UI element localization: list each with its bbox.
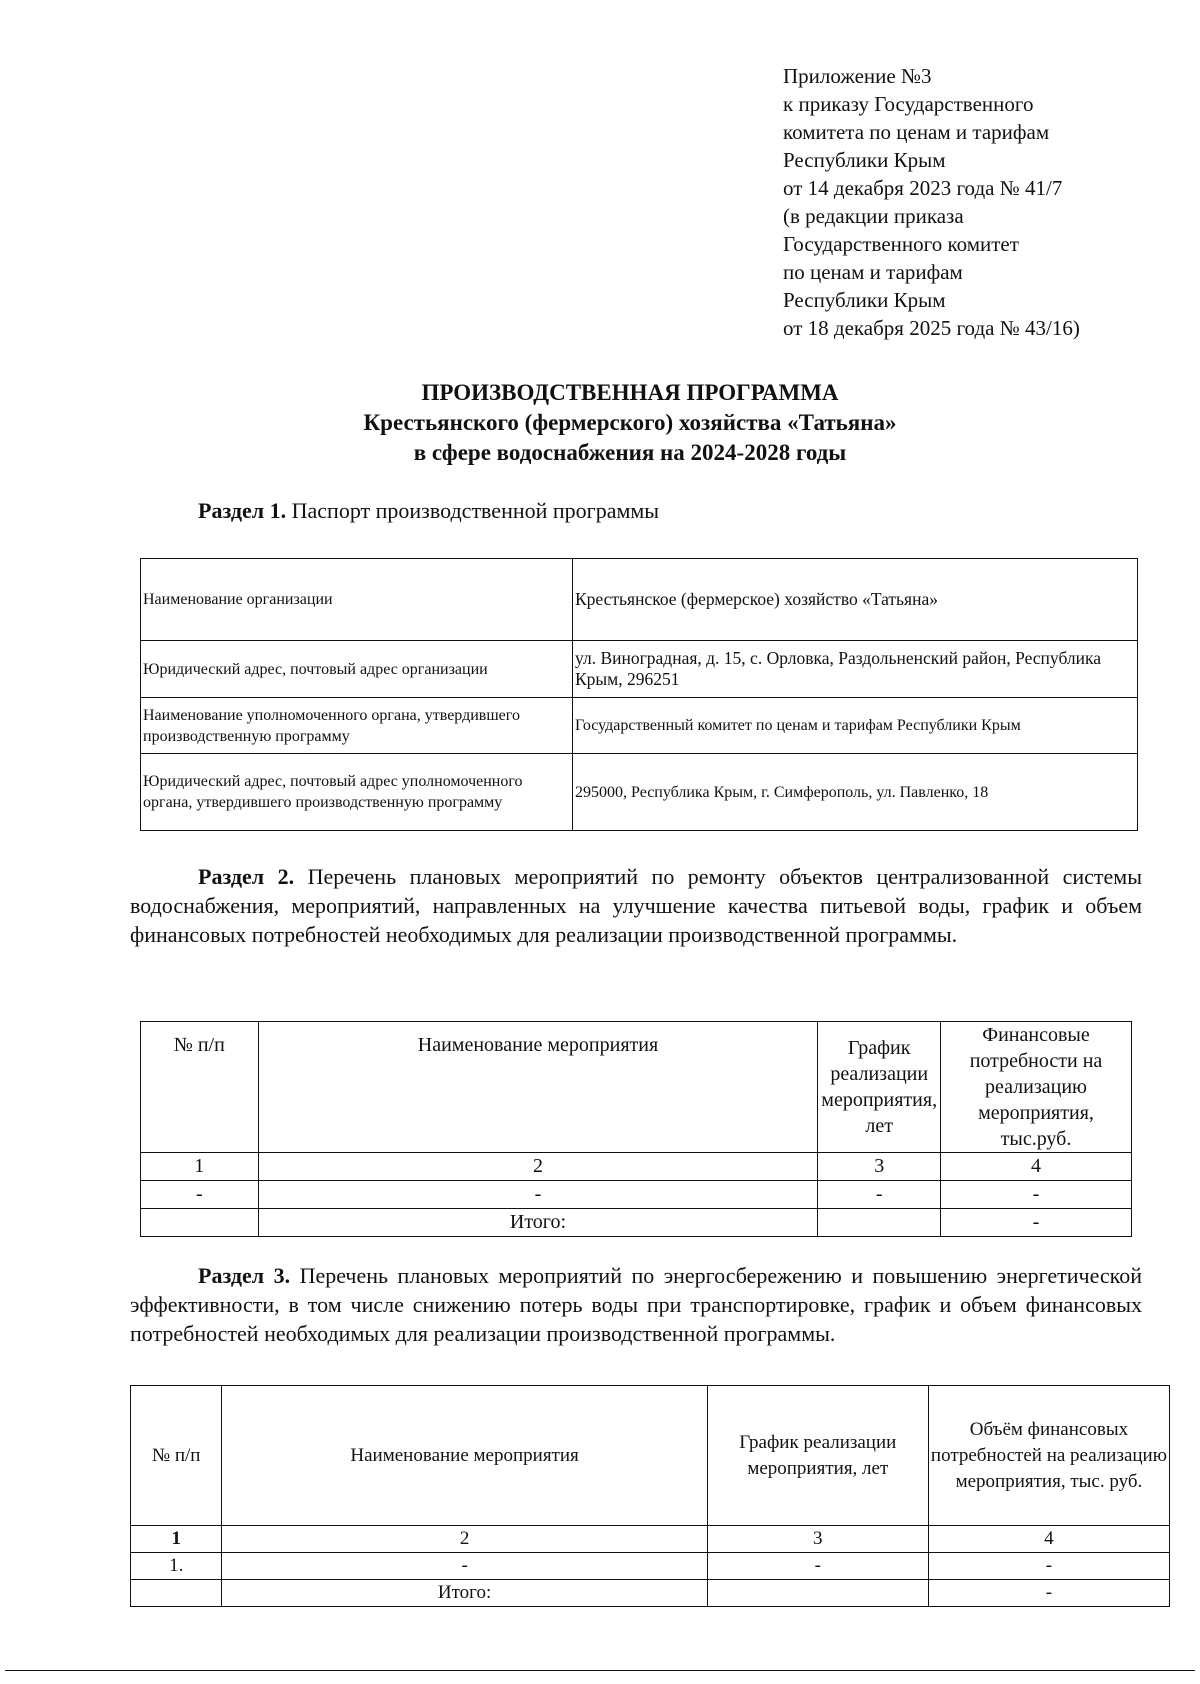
section3-label: Раздел 3. <box>198 1263 291 1288</box>
column-number-row <box>131 1526 1170 1553</box>
table-cell <box>131 1580 222 1607</box>
table-cell: - <box>222 1553 707 1580</box>
passport-key: Юридический адрес, почтовый адрес организации <box>141 641 573 698</box>
section3-paragraph <box>130 1261 1142 1348</box>
appendix-line: Приложение №3 <box>783 64 932 88</box>
table-cell: - <box>941 1181 1132 1209</box>
section1-label: Раздел 1. <box>198 498 287 523</box>
appendix-line: комитета по ценам и тарифам <box>783 120 1050 144</box>
column-number: 4 <box>941 1153 1132 1181</box>
section2-paragraph <box>130 862 1142 949</box>
table-row <box>131 1553 1170 1580</box>
appendix-line: Республики Крым <box>783 288 946 312</box>
passport-row <box>141 559 1138 641</box>
header-name: Наименование мероприятия <box>222 1386 707 1526</box>
title-line-1: ПРОИЗВОДСТВЕННАЯ ПРОГРАММА <box>421 380 839 405</box>
total-row <box>141 1209 1132 1237</box>
passport-row <box>141 754 1138 831</box>
passport-table <box>140 558 1138 831</box>
header-schedule: График реализации мероприятия, лет <box>818 1022 941 1153</box>
passport-key: Наименование уполномоченного органа, утвердившего производственную программу <box>141 698 573 754</box>
section1-text: Паспорт производственной программы <box>286 498 660 523</box>
total-value: - <box>941 1209 1132 1237</box>
column-number: 2 <box>258 1153 818 1181</box>
total-label: Итого: <box>258 1209 818 1237</box>
header-number: № п/п <box>141 1022 259 1153</box>
appendix-line: к приказу Государственного <box>783 92 1034 116</box>
column-number-row <box>141 1153 1132 1181</box>
header-number: № п/п <box>131 1386 222 1526</box>
table-cell: - <box>928 1553 1169 1580</box>
section2-label: Раздел 2. <box>198 864 295 889</box>
column-number: 2 <box>222 1526 707 1553</box>
section3-table <box>130 1385 1170 1607</box>
passport-row <box>141 698 1138 754</box>
passport-value: Государственный комитет по ценам и тарифам Республики Крым <box>573 698 1138 754</box>
table-cell <box>818 1209 941 1237</box>
section1-heading <box>198 498 659 524</box>
total-row <box>131 1580 1170 1607</box>
section3-text: Перечень плановых мероприятий по энергосбережению и повышению энергетической эффективности, в том числе снижению потерь воды при транспортировке, график и объем финансовых потребностей необходимых для реализации производственной программы. <box>130 1263 1142 1346</box>
table-cell: - <box>141 1181 259 1209</box>
document-title <box>130 378 1130 468</box>
passport-value: Крестьянское (фермерское) хозяйство «Татьяна» <box>573 559 1138 641</box>
appendix-line: по ценам и тарифам <box>783 260 963 284</box>
section2-text: Перечень плановых мероприятий по ремонту объектов централизованной системы водоснабжения, мероприятий, направленных на улучшение качества питьевой воды, график и объем финансовых потребностей необходимых для реализации производственной программы. <box>130 864 1142 947</box>
column-number: 1 <box>141 1153 259 1181</box>
table-cell <box>141 1209 259 1237</box>
table-cell: - <box>818 1181 941 1209</box>
title-line-3: в сфере водоснабжения на 2024-2028 годы <box>413 440 847 465</box>
table-row <box>141 1181 1132 1209</box>
total-value: - <box>928 1580 1169 1607</box>
header-name: Наименование мероприятия <box>258 1022 818 1153</box>
header-finance: Финансовые потребности на реализацию мероприятия, тыс.руб. <box>941 1022 1132 1153</box>
passport-key: Юридический адрес, почтовый адрес уполномоченного органа, утвердившего производственную программу <box>141 754 573 831</box>
passport-row <box>141 641 1138 698</box>
column-number: 3 <box>707 1526 928 1553</box>
table-cell: - <box>707 1553 928 1580</box>
column-number: 3 <box>818 1153 941 1181</box>
appendix-line: от 18 декабря 2025 года № 43/16) <box>783 316 1080 340</box>
table-header-row <box>141 1022 1132 1153</box>
appendix-line: Государственного комитет <box>783 232 1019 256</box>
appendix-block <box>783 62 1080 342</box>
total-label: Итого: <box>222 1580 707 1607</box>
passport-value: ул. Виноградная, д. 15, с. Орловка, Раздольненский район, Республика Крым, 296251 <box>573 641 1138 698</box>
header-schedule: График реализации мероприятия, лет <box>707 1386 928 1526</box>
table-cell: 1. <box>131 1553 222 1580</box>
title-line-2: Крестьянского (фермерского) хозяйства «Татьяна» <box>363 410 897 435</box>
column-number: 4 <box>928 1526 1169 1553</box>
table-cell <box>707 1580 928 1607</box>
appendix-line: (в редакции приказа <box>783 204 964 228</box>
table-cell: - <box>258 1181 818 1209</box>
passport-value: 295000, Республика Крым, г. Симферополь, ул. Павленко, 18 <box>573 754 1138 831</box>
bottom-divider <box>5 1670 1195 1671</box>
section2-table <box>140 1021 1132 1237</box>
header-finance: Объём финансовых потребностей на реализацию мероприятия, тыс. руб. <box>928 1386 1169 1526</box>
appendix-line: от 14 декабря 2023 года № 41/7 <box>783 176 1063 200</box>
passport-key: Наименование организации <box>141 559 573 641</box>
appendix-line: Республики Крым <box>783 148 946 172</box>
column-number: 1 <box>131 1526 222 1553</box>
table-header-row <box>131 1386 1170 1526</box>
